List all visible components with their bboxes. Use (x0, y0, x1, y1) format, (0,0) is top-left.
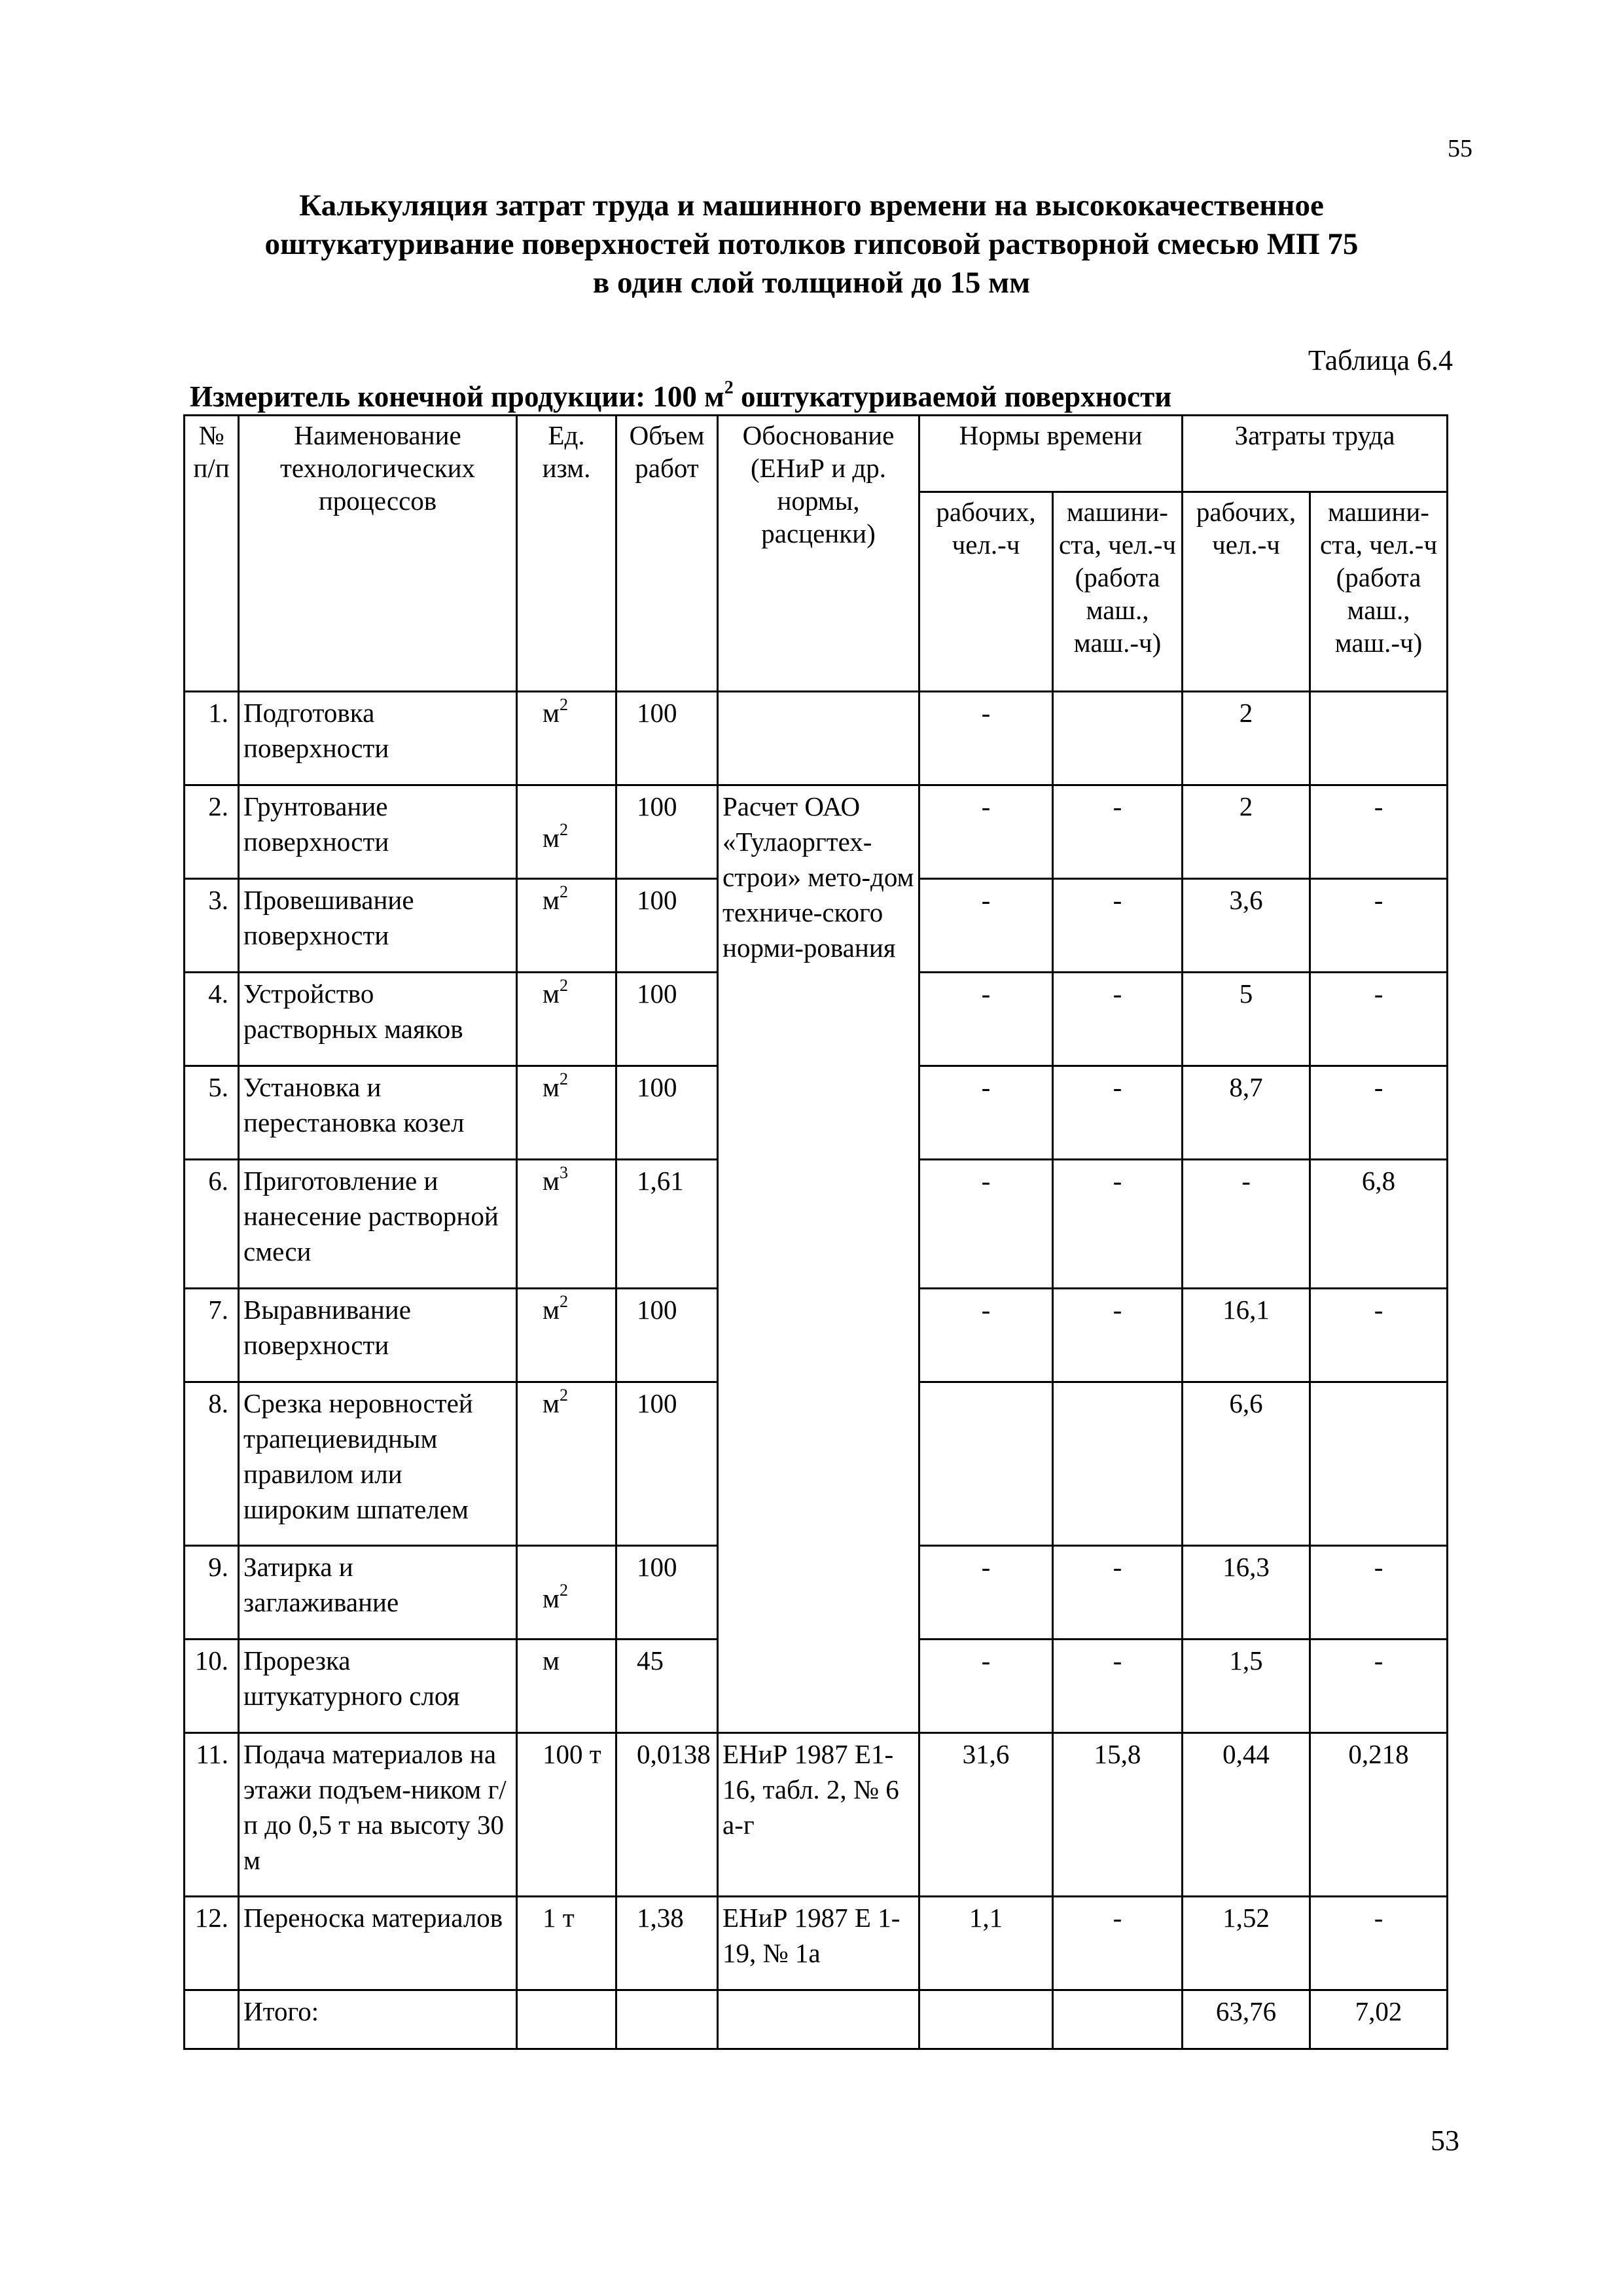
volume-cell: 0,0138 (616, 1733, 718, 1897)
row-number: 10. (185, 1640, 239, 1733)
labor-machinist: 0,218 (1310, 1733, 1448, 1897)
row-number: 12. (185, 1897, 239, 1990)
norm-workers: - (919, 1160, 1053, 1289)
unit-sup: 2 (559, 882, 568, 901)
norm-workers: - (919, 1640, 1053, 1733)
unit-text: м (543, 1388, 560, 1418)
labor-machinist: - (1310, 1640, 1448, 1733)
unit-sup: 2 (559, 1581, 568, 1600)
total-row (185, 1990, 1448, 2049)
process-name: Провешивание поверхности (239, 879, 517, 973)
volume-cell: 100 (616, 1382, 718, 1546)
norm-workers: 1,1 (919, 1897, 1053, 1990)
unit-text: 100 т (543, 1739, 601, 1769)
row-number: 1. (185, 692, 239, 785)
measure-suffix: оштукатуриваемой поверхности (733, 380, 1172, 413)
basis-cell (718, 692, 919, 785)
labor-workers: 16,3 (1183, 1546, 1310, 1640)
norm-workers: - (919, 1066, 1053, 1160)
norm-workers: - (919, 973, 1053, 1066)
row-number: 6. (185, 1160, 239, 1289)
labor-machinist: 6,8 (1310, 1160, 1448, 1289)
unit-text: 1 т (543, 1903, 575, 1933)
labor-workers: 0,44 (1183, 1733, 1310, 1897)
labor-machinist (1310, 692, 1448, 785)
process-name: Установка и перестановка козел (239, 1066, 517, 1160)
unit-text: м (543, 823, 560, 853)
volume-cell: 100 (616, 879, 718, 973)
unit-cell (517, 785, 616, 879)
labor-cost-table (183, 414, 1448, 2050)
row-number: 8. (185, 1382, 239, 1546)
volume-cell: 100 (616, 692, 718, 785)
unit-sup: 2 (559, 820, 568, 839)
unit-text: м (543, 1583, 560, 1613)
unit-text: м (543, 1645, 560, 1676)
norm-machinist: - (1053, 1160, 1183, 1289)
unit-cell (517, 1066, 616, 1160)
header-workers-labor: рабочих, чел.-ч (1183, 492, 1310, 692)
header-volume: Объем работ (616, 416, 718, 692)
row-number: 5. (185, 1066, 239, 1160)
total-basis (718, 1990, 919, 2049)
row-number: 3. (185, 879, 239, 973)
unit-text: м (543, 698, 560, 728)
labor-machinist: - (1310, 973, 1448, 1066)
unit-cell (517, 1733, 616, 1897)
header-labor: Затраты труда (1183, 416, 1448, 492)
row-number: 9. (185, 1546, 239, 1640)
table-row (185, 1897, 1448, 1990)
norm-machinist (1053, 1382, 1183, 1546)
process-name: Затирка и заглаживание (239, 1546, 517, 1640)
norm-machinist (1053, 692, 1183, 785)
volume-cell: 45 (616, 1640, 718, 1733)
labor-workers: - (1183, 1160, 1310, 1289)
header-machinist-labor: машини-ста, чел.-ч (работа маш., маш.-ч) (1310, 492, 1448, 692)
process-name: Устройство растворных маяков (239, 973, 517, 1066)
norm-machinist: - (1053, 785, 1183, 879)
process-name: Прорезка штукатурного слоя (239, 1640, 517, 1733)
norm-workers: - (919, 785, 1053, 879)
title-line-1: Калькуляция затрат труда и машинного времени на высококачественное (299, 188, 1324, 223)
process-name: Срезка неровностей трапециевидным правилом или широким шпателем (239, 1382, 517, 1546)
basis-cell: ЕНиР 1987 Е 1-19, № 1а (718, 1897, 919, 1990)
unit-cell (517, 1289, 616, 1382)
volume-cell: 100 (616, 1066, 718, 1160)
process-name: Переноска материалов (239, 1897, 517, 1990)
labor-workers: 8,7 (1183, 1066, 1310, 1160)
page-number-top: 55 (1448, 135, 1472, 162)
norm-workers: - (919, 879, 1053, 973)
header-workers: рабочих, чел.-ч (919, 492, 1053, 692)
unit-text: м (543, 1072, 560, 1102)
header-row-1 (185, 416, 1448, 492)
process-name: Подача материалов на этажи подъем-ником г/п до 0,5 т на высоту 30 м (239, 1733, 517, 1897)
process-name: Подготовка поверхности (239, 692, 517, 785)
labor-workers: 2 (1183, 692, 1310, 785)
measure-prefix: Измеритель конечной продукции: 100 м (190, 380, 724, 413)
process-name: Приготовление и нанесение растворной смеси (239, 1160, 517, 1289)
norm-machinist: - (1053, 1897, 1183, 1990)
table-row (185, 785, 1448, 879)
header-basis: Обоснование (ЕНиР и др. нормы, расценки) (718, 416, 919, 692)
page-number-bottom: 53 (1431, 2125, 1459, 2157)
labor-workers: 6,6 (1183, 1382, 1310, 1546)
labor-machinist: - (1310, 1289, 1448, 1382)
norm-workers: - (919, 692, 1053, 785)
unit-text: м (543, 885, 560, 915)
unit-cell (517, 973, 616, 1066)
unit-cell (517, 1640, 616, 1733)
process-name: Грунтование поверхности (239, 785, 517, 879)
measure-sup: 2 (724, 378, 734, 398)
unit-text: м (543, 1295, 560, 1325)
row-number: 4. (185, 973, 239, 1066)
labor-machinist: - (1310, 785, 1448, 879)
labor-workers: 3,6 (1183, 879, 1310, 973)
unit-sup: 2 (559, 1069, 568, 1088)
labor-machinist: - (1310, 1897, 1448, 1990)
total-labor-workers: 63,76 (1183, 1990, 1310, 2049)
table-label: Таблица 6.4 (1308, 344, 1453, 376)
norm-machinist: - (1053, 1546, 1183, 1640)
unit-text: м (543, 978, 560, 1009)
unit-cell (517, 1897, 616, 1990)
header-name: Наименование технологических процессов (239, 416, 517, 692)
row-number: 2. (185, 785, 239, 879)
document-title (131, 187, 1492, 302)
total-norm-workers (919, 1990, 1053, 2049)
header-num: № п/п (185, 416, 239, 692)
labor-machinist: - (1310, 1066, 1448, 1160)
norm-machinist: - (1053, 879, 1183, 973)
unit-sup: 2 (559, 1292, 568, 1311)
unit-cell (517, 879, 616, 973)
measure-line (190, 380, 1171, 414)
norm-machinist: - (1053, 973, 1183, 1066)
volume-cell: 100 (616, 1546, 718, 1640)
basis-cell: ЕНиР 1987 Е1-16, табл. 2, № 6 а-г (718, 1733, 919, 1897)
unit-sup: 2 (559, 1386, 568, 1405)
labor-machinist (1310, 1382, 1448, 1546)
header-unit: Ед. изм. (517, 416, 616, 692)
total-num (185, 1990, 239, 2049)
process-name: Выравнивание поверхности (239, 1289, 517, 1382)
table-row (185, 1733, 1448, 1897)
volume-cell: 1,38 (616, 1897, 718, 1990)
row-number: 7. (185, 1289, 239, 1382)
volume-cell: 100 (616, 785, 718, 879)
volume-cell: 1,61 (616, 1160, 718, 1289)
labor-workers: 1,5 (1183, 1640, 1310, 1733)
volume-cell: 100 (616, 973, 718, 1066)
norm-workers: - (919, 1289, 1053, 1382)
labor-workers: 16,1 (1183, 1289, 1310, 1382)
unit-sup: 2 (559, 695, 568, 714)
total-label: Итого: (239, 1990, 517, 2049)
unit-sup: 3 (559, 1163, 568, 1182)
labor-machinist: - (1310, 879, 1448, 973)
labor-workers: 1,52 (1183, 1897, 1310, 1990)
norm-machinist: - (1053, 1289, 1183, 1382)
title-line-2: оштукатуривание поверхностей потолков гипсовой растворной смесью МП 75 (264, 227, 1359, 261)
norm-machinist: - (1053, 1066, 1183, 1160)
header-machinist: машини-ста, чел.-ч (работа маш., маш.-ч) (1053, 492, 1183, 692)
unit-cell (517, 1546, 616, 1640)
title-line-3: в один слой толщиной до 15 мм (592, 266, 1031, 300)
row-number: 11. (185, 1733, 239, 1897)
total-unit (517, 1990, 616, 2049)
volume-cell: 100 (616, 1289, 718, 1382)
unit-text: м (543, 1166, 560, 1196)
header-norms: Нормы времени (919, 416, 1183, 492)
labor-workers: 2 (1183, 785, 1310, 879)
total-labor-machinist: 7,02 (1310, 1990, 1448, 2049)
norm-workers: 31,6 (919, 1733, 1053, 1897)
table-row (185, 692, 1448, 785)
norm-machinist: 15,8 (1053, 1733, 1183, 1897)
unit-cell (517, 1160, 616, 1289)
unit-sup: 2 (559, 976, 568, 995)
labor-workers: 5 (1183, 973, 1310, 1066)
labor-machinist: - (1310, 1546, 1448, 1640)
basis-merged: Расчет ОАО «Тулаоргтех-строи» мето-дом техниче-ского норми-рования (718, 785, 919, 1733)
unit-cell (517, 1382, 616, 1546)
norm-workers (919, 1382, 1053, 1546)
unit-cell (517, 692, 616, 785)
norm-machinist: - (1053, 1640, 1183, 1733)
total-norm-machinist (1053, 1990, 1183, 2049)
norm-workers: - (919, 1546, 1053, 1640)
total-volume (616, 1990, 718, 2049)
